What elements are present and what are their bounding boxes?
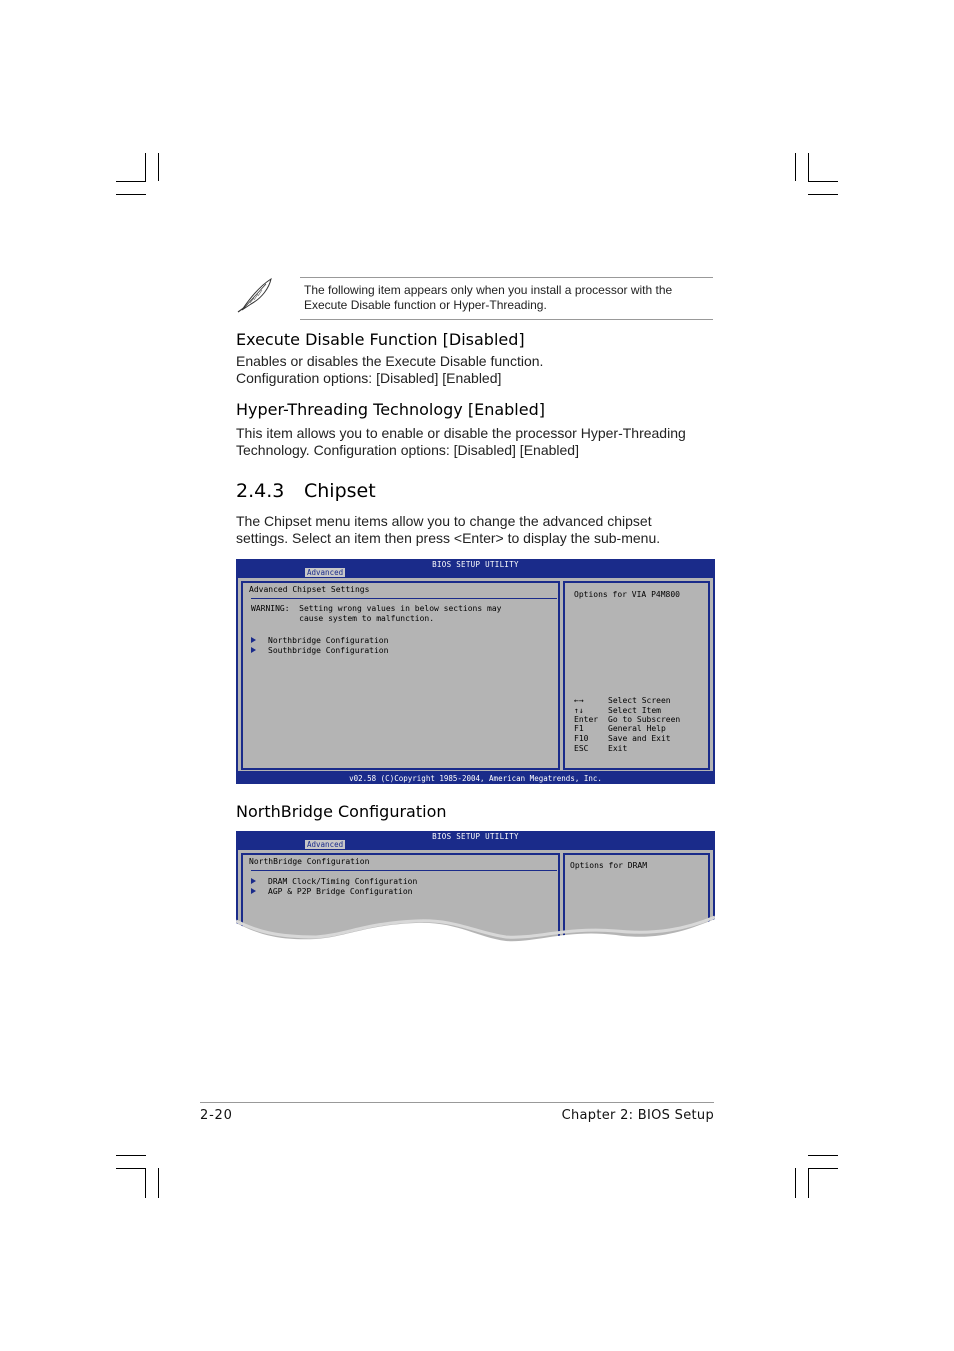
crop-mark: [145, 153, 146, 181]
menu-item-agp-bridge[interactable]: AGP & P2P Bridge Configuration: [251, 887, 413, 897]
panel-separator: [251, 598, 557, 599]
help-text: Options for VIA P4M800: [574, 590, 680, 599]
section-title: Chipset: [304, 480, 376, 502]
note-rule-bottom: [300, 319, 713, 320]
crop-mark: [808, 1168, 838, 1169]
execute-disable-heading: Execute Disable Function [Disabled]: [236, 330, 525, 349]
bios-body: [238, 578, 713, 771]
key-label: F1: [574, 724, 584, 733]
footer-rule: [200, 1102, 714, 1103]
key-action: Select Screen: [608, 696, 671, 705]
warning-text: cause system to malfunction.: [251, 614, 435, 623]
feather-icon: [236, 276, 276, 314]
crop-mark: [808, 181, 838, 182]
crop-mark: [808, 194, 838, 195]
crop-mark: [116, 181, 146, 182]
key-action: Go to Subscreen: [608, 715, 681, 724]
crop-mark: [808, 1155, 838, 1156]
note-rule-top: [300, 277, 713, 278]
panel-title: Advanced Chipset Settings: [249, 585, 370, 594]
submenu-arrow-icon: [251, 637, 256, 643]
bios-screen-chipset: [236, 559, 715, 784]
northbridge-heading: NorthBridge Configuration: [236, 802, 447, 821]
crop-mark: [795, 1168, 796, 1198]
key-action: Save and Exit: [608, 734, 671, 743]
key-label: ↑↓: [574, 706, 584, 715]
chipset-section-heading: [236, 480, 376, 502]
key-label: F10: [574, 734, 589, 743]
page-number: 2-20: [200, 1108, 233, 1123]
key-label: ESC: [574, 744, 589, 753]
crop-mark: [808, 153, 809, 181]
chipset-intro-text: The Chipset menu items allow you to change the advanced chipset settings. Select an item then press <Enter> to display the sub-menu.: [236, 513, 661, 546]
chapter-title: Chapter 2: BIOS Setup: [561, 1108, 714, 1123]
tab-advanced[interactable]: Advanced: [307, 568, 344, 577]
tab-advanced[interactable]: Advanced: [307, 840, 344, 849]
hyper-threading-text: This item allows you to enable or disable the processor Hyper-Threading Technology. Configuration options: [Disabled] [Enabled]: [236, 425, 686, 458]
submenu-arrow-icon: [251, 647, 256, 653]
key-action: Select Item: [608, 706, 661, 715]
execute-disable-text: Enables or disables the Execute Disable function. Configuration options: [Disabled] [Enabled]: [236, 353, 544, 386]
menu-item-southbridge[interactable]: Southbridge Configuration: [251, 646, 388, 656]
bios-left-panel: [241, 581, 560, 770]
crop-mark: [145, 1168, 146, 1198]
crop-mark: [158, 1168, 159, 1198]
panel-title: NorthBridge Configuration: [249, 857, 370, 866]
bios-help-panel: [563, 581, 710, 770]
section-number: 2.4.3: [236, 480, 285, 502]
hyper-threading-heading: Hyper-Threading Technology [Enabled]: [236, 400, 545, 419]
bios-title: BIOS SETUP UTILITY: [432, 560, 519, 569]
torn-edge: [236, 915, 715, 943]
submenu-arrow-icon: [251, 878, 256, 884]
menu-item-northbridge[interactable]: Northbridge Configuration: [251, 636, 388, 646]
warning-text: WARNING: Setting wrong values in below sections may: [251, 604, 502, 613]
bios-copyright: v02.58 (C)Copyright 1985-2004, American Megatrends, Inc.: [349, 774, 602, 783]
crop-mark: [158, 153, 159, 181]
menu-item-dram-clock[interactable]: DRAM Clock/Timing Configuration: [251, 877, 417, 887]
crop-mark: [808, 1168, 809, 1198]
submenu-arrow-icon: [251, 888, 256, 894]
crop-mark: [116, 1168, 146, 1169]
key-label: Enter: [574, 715, 599, 724]
panel-separator: [251, 870, 557, 871]
crop-mark: [116, 194, 146, 195]
help-text: Options for DRAM: [570, 861, 648, 870]
key-action: General Help: [608, 724, 666, 733]
note-text: The following item appears only when you install a processor with the Execute Disable function or Hyper-Threading.: [304, 283, 673, 312]
key-label: ←→: [574, 696, 584, 705]
bios-screen-northbridge: [236, 831, 715, 943]
crop-mark: [795, 153, 796, 181]
crop-mark: [116, 1155, 146, 1156]
bios-title: BIOS SETUP UTILITY: [432, 832, 519, 841]
key-action: Exit: [608, 744, 628, 753]
